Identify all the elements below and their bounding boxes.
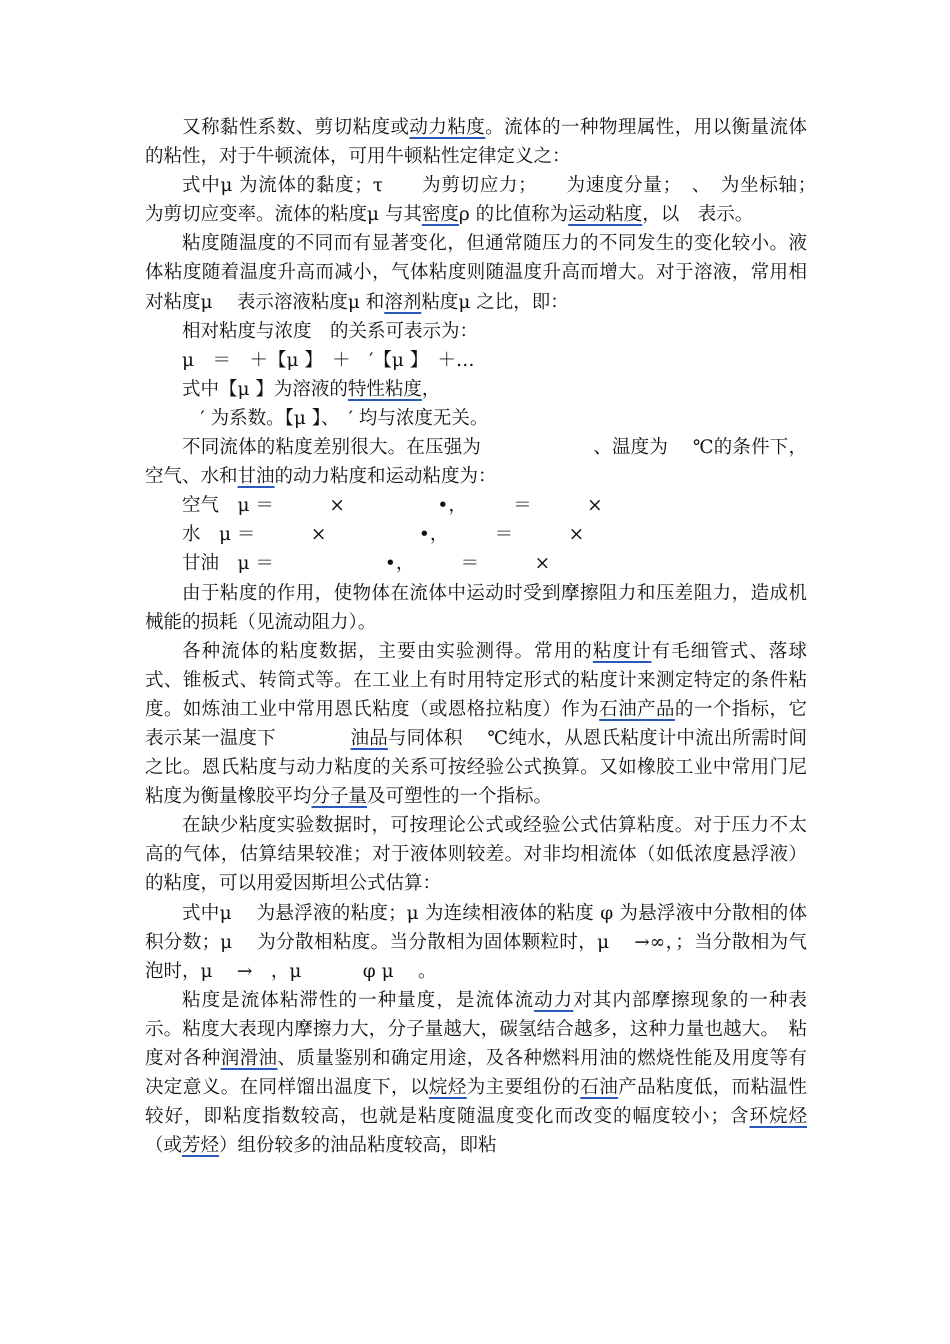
text-run: 粘度是流体粘滞性的一种量度，是流体流 (182, 989, 535, 1011)
text-run: 的动力粘度和运动粘度为： (274, 466, 497, 488)
text-run: 与同体积 ℃纯水，从恩氏粘度计中流出所需时间之比。恩氏粘度与动力粘度的关系可按经验公式换算。又如橡胶工业中常用门尼粘度为衡量橡胶平均 (145, 727, 807, 808)
term-link[interactable]: 溶剂 (384, 291, 422, 313)
text-run: 式中【μ 】为溶液的 (182, 378, 348, 400)
text-run: 又称黏性系数、剪切粘度或 (182, 117, 410, 138)
text-run: μ ＝ ＋【μ 】 ＋ ′【μ 】 ＋… (182, 349, 475, 371)
text-run: （或 (145, 1135, 183, 1157)
text-run: 产品粘度低，而粘温性较好，即粘度指数较高，也就是粘度随温度变化而改变的幅度较小；含 (145, 1077, 807, 1128)
text-run: ρ 的比值称为 (458, 204, 569, 226)
text-run: 空气 μ ＝ × •， ＝ × (182, 495, 603, 517)
term-link[interactable]: 环烷烃 (749, 1106, 807, 1128)
text-run: ）组份较多的油品粘度较高，即粘 (219, 1135, 497, 1157)
formula-line (145, 346, 807, 375)
text-run: 、质量鉴别和确定用途，及各种燃料用油的燃烧性能及用度等有决定意义。在同样馏出温度下，以 (145, 1048, 807, 1099)
paragraph (145, 404, 807, 433)
text-run: 粘度随温度的不同而有显著变化，但通常随压力的不同发生的变化较小。液体粘度随着温度升高而减小，气体粘度则随温度升高而增大。对于溶液，常用相对粘度μ 表示溶液粘度μ 和 (145, 233, 807, 313)
text-run: 为主要组份的 (466, 1077, 581, 1099)
term-link[interactable]: 润滑油 (220, 1048, 278, 1069)
text-run: 相对粘度与浓度 的关系可表示为： (182, 320, 479, 342)
paragraph (145, 375, 807, 404)
paragraph (145, 637, 807, 812)
text-run: 在缺少粘度实验数据时，可按理论公式或经验公式估算粘度。对于压力不太高的气体，估算结果较准；对于液体则较差。对非均相流体（如低浓度悬浮液）的粘度，可以用爱因斯坦公式估算： (145, 815, 807, 895)
term-link[interactable]: 动力粘度 (409, 117, 486, 138)
text-run: 由于粘度的作用，使物体在流体中运动时受到摩擦阻力和压差阻力，造成机械能的损耗（见流动阻力）。 (145, 582, 807, 633)
term-link[interactable]: 粘度计 (592, 640, 652, 662)
text-run: 甘油 μ ＝ •， ＝ × (182, 553, 551, 575)
text-run: 粘度μ 之比，即： (421, 291, 569, 313)
text-run: 水 μ ＝ × •， ＝ × (182, 524, 585, 546)
text-run: 式中μ 为悬浮液的粘度；μ 为连续相液体的粘度 φ 为悬浮液中分散相的体积分数；μ 为分散相粘度。当分散相为固体颗粒时，μ →∞，；当分散相为气泡时，μ → ，μ φ μ 。 (145, 902, 807, 982)
text-run: 对其内部摩擦现象的一种表示。粘度大表现内摩擦力大，分子量越大，碳氢结合越多，这种力量也越大。 粘度对各种 (145, 989, 807, 1069)
text-run: 的一个指标，它表示某一温度下 (145, 698, 807, 749)
term-link[interactable]: 石油产品 (599, 698, 675, 720)
text-run: 。流体的一种物理属性，用以衡量流体的粘性，对于牛顿流体，可用牛顿粘性定律定义之： (145, 117, 807, 168)
text-run: ′ 为系数。【μ 】、 ′ 均与浓度无关。 (182, 407, 489, 429)
text-run: 有毛细管式、落球式、锥板式、转筒式等。在工业上有时用特定形式的粘度计来测定特定的条件粘度。如炼油工业中常用恩氏粘度（或恩格拉粘度）作为 (145, 640, 807, 720)
term-link[interactable]: 密度 (421, 204, 459, 226)
formula-line (145, 520, 807, 549)
term-link[interactable]: 甘油 (237, 466, 275, 488)
term-link[interactable]: 动力 (534, 989, 574, 1011)
text-run: ， (421, 378, 441, 400)
term-link[interactable]: 石油 (580, 1077, 619, 1099)
paragraph (145, 986, 807, 1161)
paragraph (145, 811, 807, 898)
paragraph (145, 317, 807, 346)
paragraph (145, 579, 807, 637)
article-body (145, 113, 882, 1160)
term-link[interactable]: 油品 (350, 727, 388, 749)
formula-line (145, 491, 807, 520)
paragraph (145, 899, 807, 986)
term-link[interactable]: 特性粘度 (347, 378, 422, 400)
term-link[interactable]: 运动粘度 (568, 204, 643, 226)
paragraph (145, 113, 807, 171)
text-run: 不同流体的粘度差别很大。在压强为 、温度为 ℃的条件下，空气、水和 (145, 437, 807, 488)
text-run: 各种流体的粘度数据，主要由实验测得。常用的 (182, 640, 593, 662)
term-link[interactable]: 分子量 (311, 786, 368, 808)
paragraph (145, 229, 807, 316)
text-run: ，以 表示。 (642, 204, 754, 226)
text-run: 式中μ 为流体的黏度；τ 为剪切应力； 为速度分量； 、 为坐标轴； 为剪切应变率。流体的粘度μ 与其 (145, 175, 882, 226)
formula-line (145, 549, 807, 578)
term-link[interactable]: 芳烃 (182, 1135, 220, 1157)
term-link[interactable]: 烷烃 (428, 1077, 467, 1099)
paragraph (145, 433, 807, 491)
paragraph (145, 171, 882, 229)
text-run: 及可塑性的一个指标。 (367, 786, 553, 808)
